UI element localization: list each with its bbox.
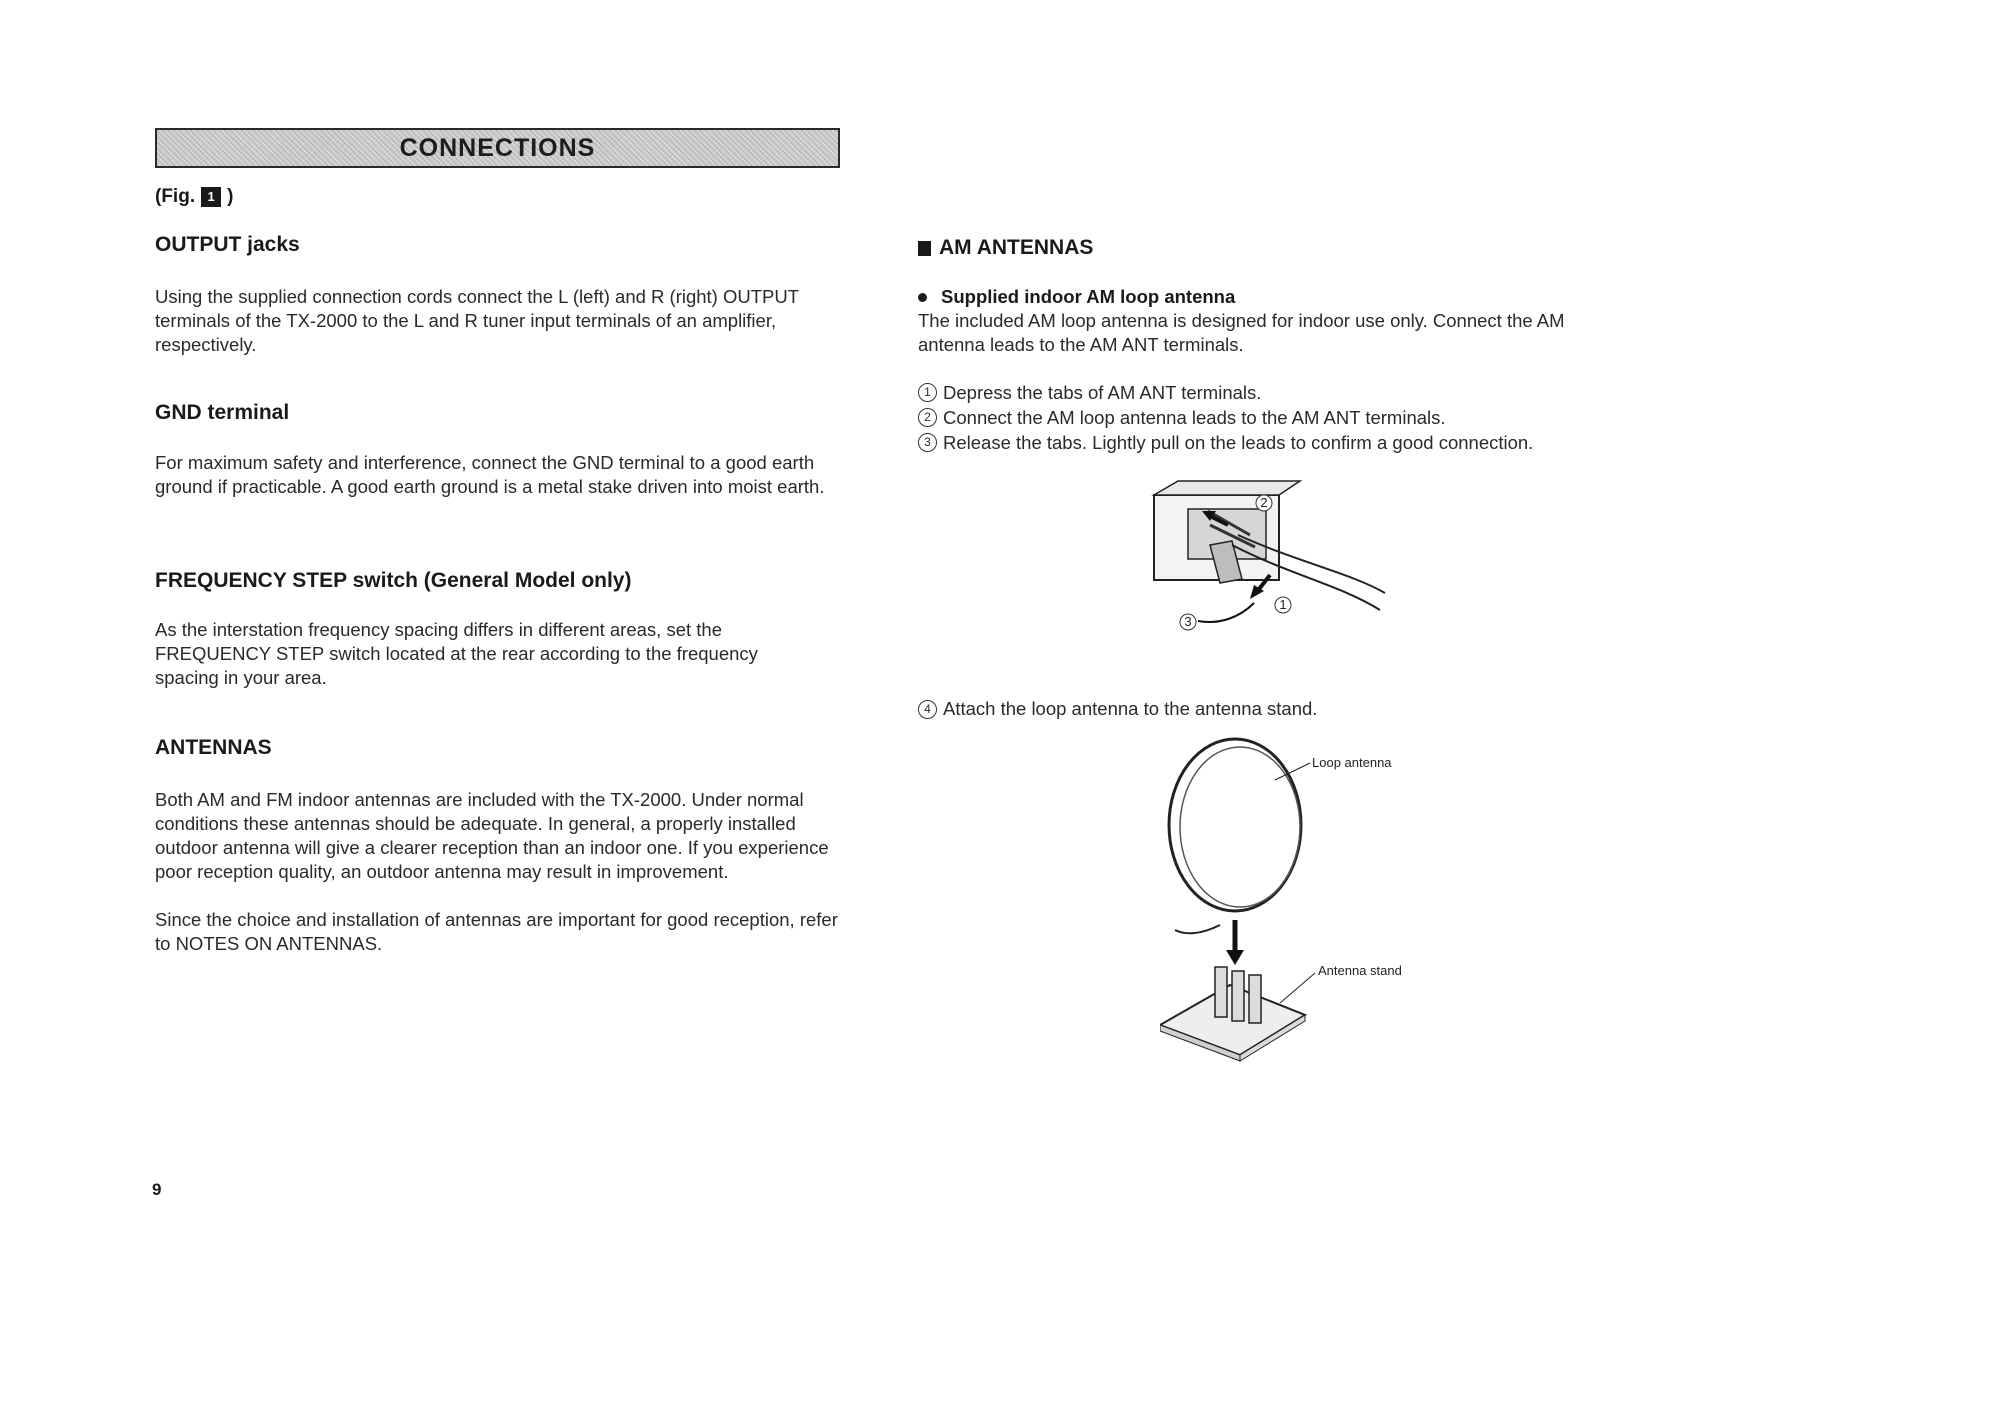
figure-suffix: )	[227, 186, 234, 207]
stand-clip	[1232, 971, 1244, 1021]
page-number: 9	[152, 1180, 162, 1199]
output-jacks-heading: OUTPUT jacks	[155, 233, 300, 256]
loop-antenna-intro: The included AM loop antenna is designed for indoor use only. Connect the AM antenna leads to the AM ANT terminals.	[918, 310, 1565, 355]
callout-2: 2	[1260, 495, 1268, 510]
leader-line	[1275, 763, 1310, 780]
figure-prefix: (Fig.	[155, 186, 196, 207]
step-text: Attach the loop antenna to the antenna stand.	[943, 698, 1318, 719]
step-number: 3	[918, 433, 937, 452]
step-number: 1	[918, 383, 937, 402]
figure-number-badge: 1	[201, 187, 221, 207]
arrow-head-icon	[1226, 950, 1244, 965]
terminal-panel-top	[1154, 481, 1300, 495]
am-antennas-title: AM ANTENNAS	[939, 236, 1094, 259]
loop-antenna-ring-inner	[1180, 747, 1300, 907]
frequency-step-heading: FREQUENCY STEP switch (General Model only)	[155, 569, 632, 592]
step-4	[918, 698, 1317, 720]
antenna-stand-label: Antenna stand	[1318, 963, 1402, 978]
release-arrow-icon	[1198, 603, 1254, 622]
loop-antenna-subheading	[918, 286, 1235, 308]
list-item	[918, 380, 1533, 405]
gnd-terminal-heading: GND terminal	[155, 401, 290, 424]
bullet-icon	[918, 293, 927, 302]
step-number: 4	[918, 700, 937, 719]
stand-clip	[1215, 967, 1227, 1017]
list-item	[918, 405, 1533, 430]
figure-reference	[155, 186, 233, 208]
step-text: Release the tabs. Lightly pull on the leads to confirm a good connection.	[943, 432, 1534, 453]
step-number: 2	[918, 408, 937, 427]
antenna-wire	[1175, 925, 1220, 933]
antennas-text-2: Since the choice and installation of antennas are important for good reception, refer to NOTES ON ANTENNAS.	[155, 909, 838, 954]
antennas-heading: ANTENNAS	[155, 736, 272, 759]
am-terminal-diagram	[1150, 475, 1395, 645]
antennas-text-1: Both AM and FM indoor antennas are included with the TX-2000. Under normal conditions these antennas should be adequate. In general, a properly installed outdoor antenna will give a clearer reception than an indoor one. If you experience poor reception quality, an outdoor antenna may result in improvement.	[155, 789, 829, 882]
am-antennas-heading	[918, 236, 1093, 260]
step-text: Depress the tabs of AM ANT terminals.	[943, 382, 1262, 403]
callout-1: 1	[1279, 597, 1287, 612]
section-title-bar	[155, 128, 840, 168]
section-title: CONNECTIONS	[399, 133, 596, 162]
square-bullet-icon	[918, 241, 931, 256]
leader-line	[1280, 973, 1315, 1003]
connection-steps	[918, 380, 1533, 455]
loop-antenna-label: Loop antenna	[1312, 755, 1392, 770]
output-jacks-text: Using the supplied connection cords connect the L (left) and R (right) OUTPUT terminals of the TX-2000 to the L and R tuner input terminals of an amplifier, respectively.	[155, 286, 799, 355]
callout-3: 3	[1184, 614, 1192, 629]
list-item	[918, 430, 1533, 455]
step-text: Connect the AM loop antenna leads to the AM ANT terminals.	[943, 407, 1446, 428]
stand-clip	[1249, 975, 1261, 1023]
loop-antenna-subheading-text: Supplied indoor AM loop antenna	[941, 286, 1236, 307]
loop-antenna-diagram	[1160, 735, 1460, 1080]
gnd-terminal-text: For maximum safety and interference, connect the GND terminal to a good earth ground if practicable. A good earth ground is a metal stake driven into moist earth.	[155, 452, 825, 497]
frequency-step-text: As the interstation frequency spacing differs in different areas, set the FREQUENCY STEP switch located at the rear according to the frequency spacing in your area.	[155, 619, 758, 688]
